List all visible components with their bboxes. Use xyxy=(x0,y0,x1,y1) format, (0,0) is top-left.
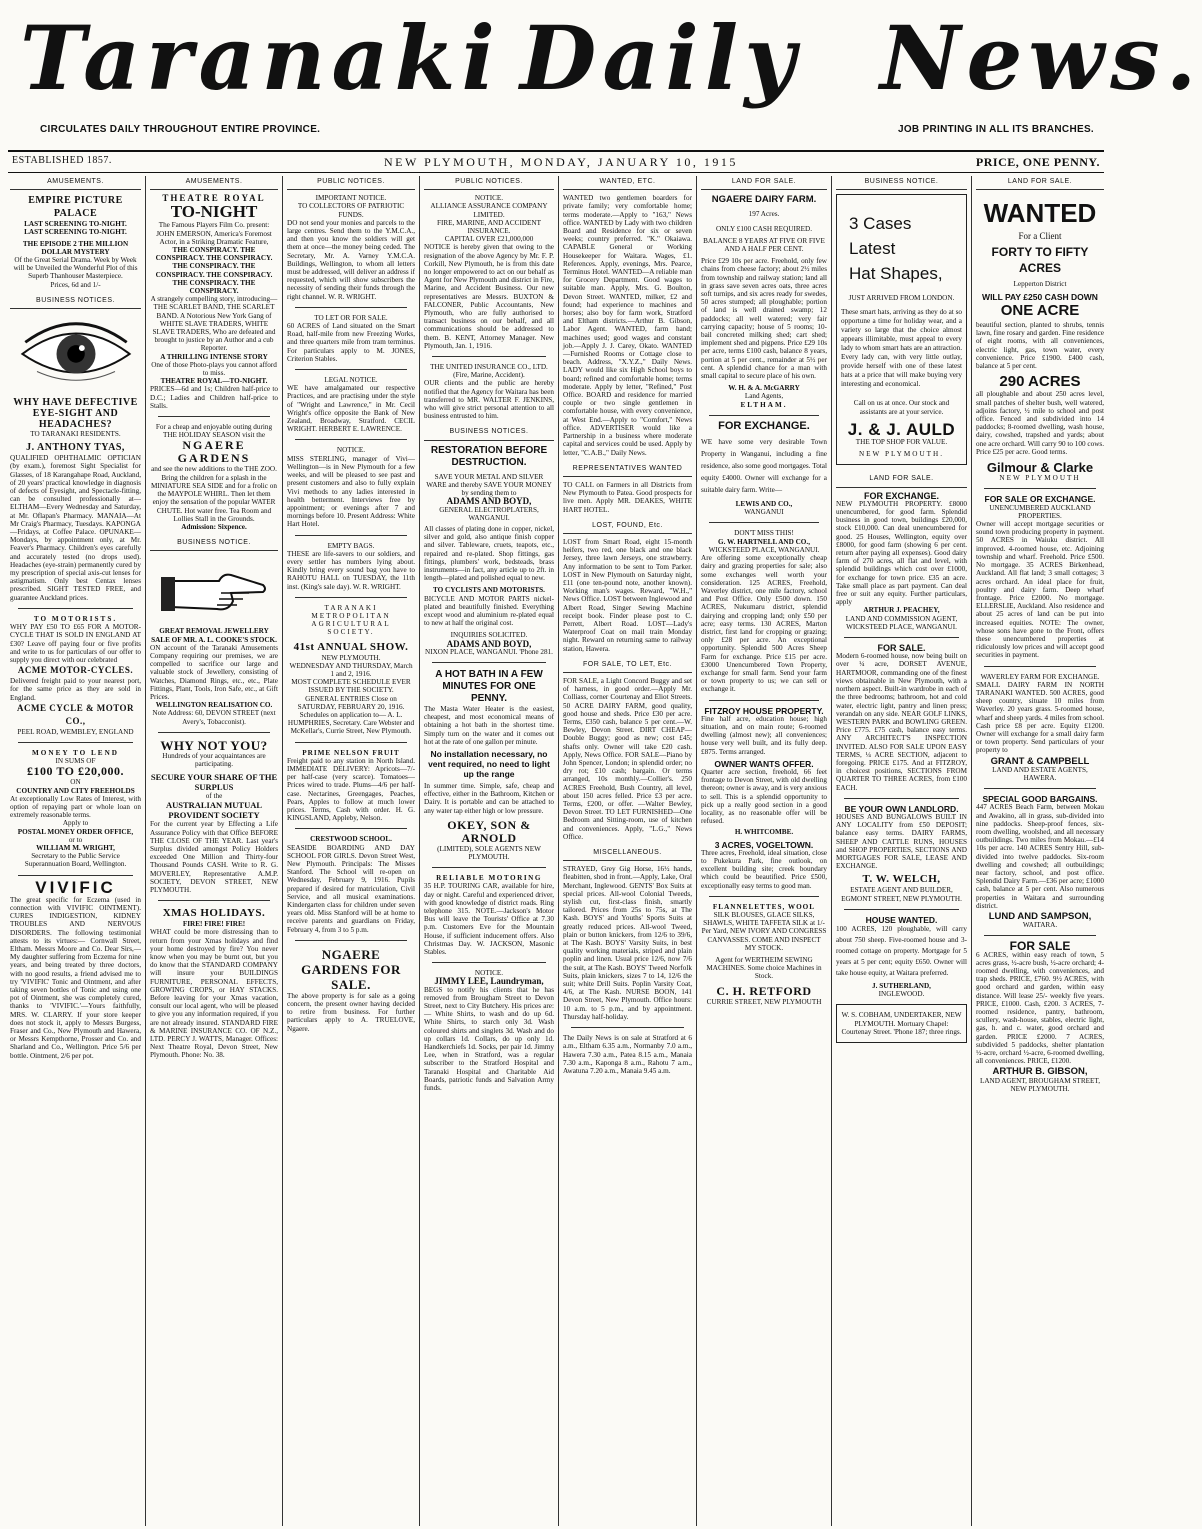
ad-text: WHAT could be more distressing than to return from your Xmas holidays and find your home destroyed by fire? You never know when you may be burnt out, but you do know that the STANDARD COMPANY will insure your BUILDINGS FURNITURE, PERSONAL EFFECTS, GROWING CROPS, or HAY STACKS. Before leaving for your Xmas vacation, consult our local agent, who will be pleased to give you any information required, if you are not already insured. STANDARD FIRE & MARINE INSURANCE CO. OF N.Z., LTD. PERCY J. WATTS, Manager. Offices: Next Theatre Royal, Devon Street, New Plymouth. Phone: No. 38. xyxy=(150,928,278,1060)
ad-line: THEATRE ROYAL—TO-NIGHT. xyxy=(160,377,268,386)
masthead-tagline: JOB PRINTING IN ALL ITS BRANCHES. xyxy=(897,124,1094,135)
ad-line: WELLINGTON REALISATION CO. xyxy=(155,701,273,710)
divider xyxy=(18,742,133,743)
ad-line: INQUIRIES SOLICITED. xyxy=(450,631,528,640)
ad-heading: 290 ACRES xyxy=(999,373,1081,391)
ad-text: Delivered freight paid to your nearest port, for the same price as they are sold in England. xyxy=(10,677,141,702)
section-heading: FOR SALE, TO LET, Etc. xyxy=(563,659,692,673)
divider xyxy=(18,608,133,609)
divider xyxy=(984,788,1096,789)
divider xyxy=(18,875,133,876)
ad-line: CURRIE STREET, NEW PLYMOUTH xyxy=(706,997,822,1006)
ad-heading-line: 3 Cases xyxy=(849,214,912,234)
ad-heading: FOR SALE OR EXCHANGE. xyxy=(984,494,1096,505)
divider xyxy=(432,356,546,357)
delivery-notice: The Daily News is on sale at Stratford at 6 a.m., Eltham 6.35 a.m., Normanby 7.0 a.m., Hawera 7.30 a.m., Patea 8.15 a.m., Manaia 7.30 a.m., Kaponga 8 a.m., Rahotu 7 a.m., Awatuna 7.20 a.m., Manaia 9.45 a.m. xyxy=(563,1034,692,1075)
ad-retford-drapery xyxy=(701,903,827,1006)
ad-name: ACME CYCLE & MOTOR CO., xyxy=(16,702,135,726)
ad-heading: FOR SALE xyxy=(1009,939,1071,954)
ad-line: JUST ARRIVED FROM LONDON. xyxy=(848,294,955,303)
ad-line: PEEL ROAD, WEMBLEY, ENGLAND xyxy=(17,727,134,736)
ad-name: ACME MOTOR-CYCLES. xyxy=(17,665,134,676)
ad-amp-society xyxy=(150,739,278,894)
ad-ngaere-dairy-farm xyxy=(701,196,827,409)
masthead-title-word: News. xyxy=(880,6,1202,110)
ad-optician xyxy=(10,313,141,602)
ad-text: SMALL DAIRY FARM IN NORTH TARANAKI WANTED. 500 ACRES, good sheep country, situate 10 miles from Waverley. 20 years grass. 5-roomed house, wharf and sheep yards. 4 miles from school. Cash price £8 per acre. Equity £1200. Owner will exchange for a small dairy farm or town property. Send particulars of your property to xyxy=(976,680,1104,755)
ad-heading: 3 ACRES, VOGELTOWN. xyxy=(714,839,814,850)
ad-dorset-avenue-house xyxy=(836,644,967,792)
issue-date: NEW PLYMOUTH, MONDAY, JANUARY 10, 1915 xyxy=(384,155,738,169)
column-amusements xyxy=(6,176,146,1526)
ad-line: POSTAL MONEY ORDER OFFICE, xyxy=(17,827,134,836)
notice-text: DO not send your monies and parcels to the large centres. Send them to the Y.M.C.A., and then you know the soldiers will get them at once—the money being ceded. The Secretary, Mr. A. Varney Y.M.C.A. Buildings, Wellington, to whom all letters must be addressed, will deliver an address if requested, which will show subscribers the necessity of sending their funds through the right channel. W. R. WRIGHT. xyxy=(287,218,415,301)
ad-text: Prices, 6d and 1/- xyxy=(50,280,101,289)
ad-line: TO TARANAKI RESIDENTS. xyxy=(30,430,121,439)
ad-heading: OWNER WANTS OFFER. xyxy=(714,758,814,769)
ad-text: The Masta Water Heater is the easiest, cheapest, and most economical means of obtaining a hot bath in the shortest time. Simply turn on the water and it comes out hot at the rate of one gallon per minute. xyxy=(424,704,554,746)
ad-ngaere-gardens-sale xyxy=(287,947,415,1033)
ad-name: ARTHUR J. PEACHEY, xyxy=(863,606,940,615)
ad-text: NEW PLYMOUTH PROPERTY. £8000 unencumbered, for good farm. Splendid business in good town, buildings £20,000, stock £10,000. Can deal unencumbered for good. 25 Houses, Wellington, equity over £8000, for good farm (showing 6 per cent. return after paying all expenses). Good dairy farm of 270 acres, all flat and level, with splendid buildings which cost over £1000, for exchange for town price. £35 an acre. Take small place as part payment. Can deal free or suit any equity. Further particulars, apply xyxy=(836,499,967,607)
ad-text: For a cheap and enjoyable outing during THE HOLIDAY SEASON visit the xyxy=(155,423,273,440)
notice-heading: EMPTY BAGS. xyxy=(327,541,375,550)
ad-heading: WANTED xyxy=(983,198,1097,229)
ad-line: ELTHAM. xyxy=(740,400,788,409)
ad-text: All classes of plating done in copper, nickel, silver and gold, also antique finish copper and silver. Tableware, cruets, teapots, etc., repaired and re-plated. Shop fittings, gas fittings, plumbers' work, bedsteads, brass instruments—in fact, any article up to 2ft. in length—plated and polished equal to new. xyxy=(424,524,554,583)
notice-text: THESE are life-savers to our soldiers, and every settler has numbers lying about. Kindly bring every sound bag you have to RAHOTU HALL on TUESDAY, the 11th inst. (King's sale day). W. R. WRIGHT. xyxy=(287,549,415,591)
divider xyxy=(295,369,407,370)
notice-text: OUR clients and the public are hereby notified that the Agency for Waitara has been transferred to MR. WALTER F. JENKINS, who will give strict personal attention to all business entrusted to him. xyxy=(424,379,555,421)
divider xyxy=(295,742,407,743)
ad-text: 100 ACRES, 120 ploughable, will carry about 750 sheep. Five-roomed house and 3-roomed cottage on property. Mortgage for 5 years at 5 per cent; equity £650. Owner will take house equity, at Waitara preferred. xyxy=(836,924,967,977)
established-label: ESTABLISHED 1857. xyxy=(12,155,112,166)
dateline-bar xyxy=(8,150,1104,173)
notice-to-let xyxy=(287,314,415,363)
divider xyxy=(295,597,407,598)
ad-text: These smart hats, arriving as they do at so opportune a time for holiday wear, and a variety so large that the choice almost appears illimitable, must appeal to every lady to whom smart hats are an attraction. Every lady can, with very little outlay, provide herself with one of these latest hats at a price that will make buying very interesting and economical. xyxy=(841,308,962,389)
ad-heading-line: Hat Shapes, xyxy=(849,264,943,284)
notice-heading: NOTICE. xyxy=(474,194,504,203)
notice-vivi xyxy=(287,446,415,528)
ad-line: IN SUMS OF xyxy=(55,757,96,766)
divider xyxy=(709,896,819,897)
divider xyxy=(158,732,270,733)
ad-heading: FLANNELETTES, WOOL xyxy=(712,902,816,911)
divider xyxy=(709,700,819,701)
column-heading: LAND FOR SALE. xyxy=(976,176,1104,190)
ad-name: ADAMS AND BOYD, xyxy=(446,638,532,649)
ad-line: Land Agents, xyxy=(744,392,784,401)
notice-line: WEDNESDAY AND THURSDAY, March 1 and 2, 1916. xyxy=(289,661,413,678)
ad-heading-line: Latest xyxy=(849,239,896,259)
notice-heading: IMPORTANT NOTICE. xyxy=(315,194,387,203)
ad-line: LAND AGENT, BROUGHAM STREET, NEW PLYMOUTH. xyxy=(979,1076,1101,1093)
divider xyxy=(984,488,1096,489)
ad-text: A strangely compelling story, introducing— THE SCARLET BAND, THE SCARLET BAND. A Notorious New York Gang of WHITE SLAVE TRADERS, WHITE SLAVE TRADERS, Who are defeated and brought to justice by an Author and a cub Reporter. xyxy=(150,295,278,353)
ad-heading: XMAS HOLIDAYS. xyxy=(162,907,266,920)
ad-heading: TO CYCLISTS AND MOTORISTS. xyxy=(433,586,545,595)
ad-text: SAVE YOUR METAL AND SILVER WARE and thereby SAVE YOUR MONEY by sending them to xyxy=(426,472,552,498)
ad-heading: NGAERE GARDENS FOR SALE. xyxy=(301,946,401,992)
ad-heading: FORTY TO FIFTY ACRES xyxy=(991,245,1089,276)
ad-line: LAST SCREENING TO-NIGHT. xyxy=(24,228,127,237)
ad-name: H. WHITCOMBE. xyxy=(734,828,794,837)
notice-line: GENERAL ENTRIES Close on SATURDAY, FEBRUARY 20, 1916. xyxy=(297,694,405,711)
divider xyxy=(571,1027,684,1028)
column-business-notice xyxy=(832,176,972,1526)
divider xyxy=(432,867,546,868)
ad-undertaker: W. S. COBHAM, UNDERTAKER, NEW PLYMOUTH. Mortuary Chapel: Courtenay Street. 'Phone 187; three rings. xyxy=(836,1004,967,1043)
columns xyxy=(6,176,1108,1526)
ad-text: and see the new additions to the THE ZOO. Bring the children for a splash in the MINIATURE SEA SIDE and for a frolic on the MAYPOLE WHIRL. Then let them enjoy the sensation of the popular WATER CHUTE. Hot water free. Tea Room and Lollies Stall in the Grounds. xyxy=(151,465,277,523)
ad-line: Lepperton District xyxy=(1013,280,1067,289)
notice-text: MISS STERLING, manager of Vivi—Wellington—is in New Plymouth for a few weeks, and will be pleased to see past and present customers and also to fully explain Vivi methods to any ladies interested in health betterment. Interviews free by appointment; or evenings after 7 and mornings before 10. Present Address: White Hart Hotel. xyxy=(287,454,415,529)
ad-vivific xyxy=(10,877,141,1060)
divider xyxy=(984,666,1096,667)
ad-text: BICYCLE AND MOTOR PARTS nickel-plated and beautifully finished. Everything except wood and aluminium re-plated equal to new at half the original cost. xyxy=(424,594,554,628)
column-amusements-2 xyxy=(146,176,283,1526)
ad-heading: WHY NOT YOU? xyxy=(160,737,268,753)
ad-amount: £100 TO £20,000. xyxy=(27,764,124,779)
ad-line: NEW PLYMOUTH xyxy=(999,474,1081,483)
price-label: PRICE, ONE PENNY. xyxy=(975,155,1100,169)
ad-line: UNENCUMBERED AUCKLAND PROPERTIES. xyxy=(989,503,1091,520)
ad-exchange-wanganui xyxy=(701,419,827,517)
ad-line: A THRILLING INTENSE STORY xyxy=(160,352,268,361)
ad-text: Three acres, Freehold, ideal situation, close to Pukekura Park, fine outlook, on excellent building site; creek boundary which could be beautified. Price £500, exceptionally easy terms to good man. xyxy=(701,848,827,890)
section-heading: REPRESENTATIVES WANTED xyxy=(563,463,692,477)
ad-name: J. SUTHERLAND, xyxy=(872,981,931,990)
notice-text: 60 ACRES of Land situated on the Smart Road, half-mile from new Freezing Works, and three quarters mile from tram terminus. For particulars apply to M. JONES, Criterion Stables. xyxy=(287,322,415,363)
ad-heading: No installation necessary, no vent required, no need to light up the range xyxy=(428,748,550,779)
ad-line: of the xyxy=(205,792,223,801)
ad-text: SILK BLOUSES, GLACE SILKS, SHAWLS, WHITE TAFFETA SILK at 1/- Per Yard, NEW IVORY AND CONGRESS CANVASSES. COME AND INSPECT MY STOCK. xyxy=(701,911,827,952)
notice-heading: TARANAKI METROPOLITAN AGRICULTURAL SOCIETY. xyxy=(311,603,391,637)
column-heading: AMUSEMENTS. xyxy=(150,176,278,190)
ad-heading: CRESTWOOD SCHOOL. xyxy=(310,835,392,844)
divider xyxy=(158,900,270,901)
ad-hartnell xyxy=(701,529,827,693)
ad-heading: FIRE! FIRE! FIRE! xyxy=(182,920,246,929)
notice-heading: THE UNITED INSURANCE CO., LTD. (Fire, Marine, Accident). xyxy=(430,363,548,380)
ad-heading: MONEY TO LEND xyxy=(32,748,119,757)
pointing-hand-illustration xyxy=(159,559,269,619)
ad-text: The great specific for Eczema (used in connection with VIVIFIC OINTMENT). CURES INDIGESTION, KIDNEY TROUBLES AND NERVOUS DISORDERS. The following testimonial attests to its virtues:— Cornwall Street, Eltham. Messrs Moore and Co. Dear Sirs,—My daughter suffering from Eczema for nine years, and being treated by three doctors, with no good results, a friend advised me to try 'VIVIFIC' Tonic and Ointment, and after taking seven bottles of Tonic and using one pot of Ointment, she was completely cured, thanks to 'VIVIFIC.'—Yours faithfully, MRS. W. CLARRY. If your store keeper does not stock it, apply to Messrs Burgess, Fraser and Co., New Plymouth and Hawera, or Messrs Kempthorne, Prosser and Co. and Sharland and Co., Wellington. Price 5/6 per bottle. Ointment, 2/6 per pot. xyxy=(10,895,141,1060)
ad-crestwood-school xyxy=(287,835,415,933)
notice-text: NOTICE is hereby given that owing to the resignation of the above Agency by Mr. F. P. Corkill, New Plymouth, he is from this date no longer empowered to act on our behalf as Agent for New Plymouth and district in Fire, Marine, and Accident Business. Our new representatives are Messrs. BUXTON & FALCONER, Public Accountants, New Plymouth, who are fully authorised to transact business on our behalf, and all communications should be addressed to them. B. KENT, Attorney Manager. New Plymouth, Jan. 1, 1916. xyxy=(424,243,554,350)
ad-text: 35 H.P. TOURING CAR, available for hire, day or night. Careful and experienced driver, with good knowledge of district roads. Ring telephone 315. NOTE.—Jackson's Motor Bus will leave the Tourists' Office at 7.30 p.m. Customers Eve for the Mountain House, if sufficient inducement offers. Also Christmas Day. W. JACKSON, Masonic Stables. xyxy=(424,882,554,957)
ad-name: J. ANTHONY TYAS, xyxy=(26,442,125,454)
ad-line: COUNTRY AND CITY FREEHOLDS xyxy=(16,786,135,795)
divider xyxy=(709,415,819,416)
ad-text: all ploughable and about 250 acres level, small patches of shelter bush, well watered, adjoins factory, ½ mile to school and post office. Fenced and subdivided into 14 paddocks; 8-roomed dwelling, wash house, dairy, cowshed, trapshed and yards; about one acre orchard. Will carry 90 to 100 cows. Price £25 per acre. Good terms. xyxy=(976,390,1104,456)
ad-line: NEW PLYMOUTH. xyxy=(858,450,945,459)
section-heading: BUSINESS NOTICES. xyxy=(10,295,141,309)
ad-motorists xyxy=(10,615,141,736)
column-heading: WANTED, ETC. xyxy=(563,176,692,190)
ad-auckland-properties xyxy=(976,495,1104,659)
divider xyxy=(984,935,1096,936)
ad-line: LAND AND ESTATE AGENTS, HAWERA. xyxy=(992,765,1088,782)
ad-heading: NGAERE DAIRY FARM. xyxy=(711,194,817,206)
ad-text: The above property is for sale as a going concern, the present owner having decided to retire from business. For further particulars apply to A. TRUELOVE, Ngaere. xyxy=(287,991,415,1033)
ad-text: The Famous Players Film Co. present: JOHN EMERSON, America's Foremost Actor, in a Striking Dramatic Feature, xyxy=(156,221,272,246)
classifieds-for-sale: FOR SALE, a Light Concord Buggy and set of harness, in good order.—Apply Mr. Colliass, corner Courtenay and Eliot Streets. 50 ACRE DAIRY FARM, good quality, good house and sheds. Price £30 per acre. Terms, £350 cash, balance 5 per cent.—W. Bewley, Devon Street. DIRT CHEAP—Double Buggy; good as new; cost £45; shafts only. Owner will take £20 cash. Apply, News Office. FOR SALE—Piano by John Spencer, London; in splendid order; no dry rot; £10 cash; bargain. Or terms arranged, 10s monthly.—Collier's. 250 ACRES Freehold, Bush Country, all level, about 150 acres felled. Price £3 per acre. Terms, £200, or offer. —Walter Bewley, Devon Street. TO LET FURNISHED—One Bedroom and Sitting-room, use of kitchen and conveniences. Apply, "L.G.," News Office. xyxy=(563,676,692,841)
ad-name: W. H. & A. McGARRY xyxy=(728,384,800,393)
ad-lepperton-wanted xyxy=(976,198,1104,482)
ad-heading: HOUSE WANTED. xyxy=(865,914,938,925)
eye-illustration xyxy=(17,313,135,391)
ad-reliable-motoring xyxy=(424,874,554,956)
ad-empire-picture-palace xyxy=(10,194,141,289)
ad-heading: FOR EXCHANGE. xyxy=(863,490,939,501)
divider xyxy=(709,522,819,523)
ad-text: One of those Photo-plays you cannot afford to miss. xyxy=(151,360,277,378)
ad-name: ADAMS AND BOYD, xyxy=(446,496,532,507)
ad-text: WE have some very desirable Town Property in Wanganui, including a fine residence, also some good mortgages. Total equity £4000. Owner will exchange for a suitable dairy farm. Write— xyxy=(701,438,827,495)
ad-line: 197 Acres. xyxy=(748,210,780,219)
ad-name: Gilmour & Clarke xyxy=(986,460,1094,476)
section-heading: LOST, FOUND, Etc. xyxy=(563,520,692,534)
ad-heading: TO MOTORISTS. xyxy=(33,614,118,623)
ad-name: C. H. RETFORD xyxy=(716,983,812,998)
ad-text: Of the Great Serial Drama. Week by Week will be Unveiled the Wonderful Plot of this Superb Thanhouser Masterpiece. xyxy=(13,256,138,281)
ad-text: At exceptionally Low Rates of Interest, with option of repaying part or whole loan on extremely reasonable terms. xyxy=(10,794,141,820)
divider xyxy=(844,637,959,638)
ad-text: Agent for WERTHEIM SEWING MACHINES. Some choice Machines in Stock. xyxy=(706,956,822,981)
ad-text: THE CONSPIRACY. THE CONSPIRACY. THE CONSPIRACY. THE CONSPIRACY. THE CONSPIRACY. THE CONSPIRACY. THE CONSPIRACY. THE CONSPIRACY. xyxy=(155,246,273,296)
divider xyxy=(844,798,959,799)
ad-text: Hundreds of your acquaintances are participating. xyxy=(162,751,266,768)
divider xyxy=(844,909,959,910)
ad-heading: A HOT BATH IN A FEW MINUTES FOR ONE PENNY. xyxy=(435,668,543,704)
notice-text: WE have amalgamated our respective Practices, and are practising under the style of "Wright and Lawrence," in Mr. Cecil Wright's office opposite the Bank of New Zealand, Broadway, Stratford. CECIL WRIGHT. HERBERT E. LAWRENCE. xyxy=(287,384,415,434)
ad-heading: SPECIAL GOOD BARGAINS. xyxy=(982,794,1098,805)
ad-waverley-farm xyxy=(976,673,1104,783)
notice-heading: 41st ANNUAL SHOW. xyxy=(293,640,409,653)
classifieds-miscellaneous: STRAYED, Grey Gig Horse, 16½ hands, fleabitten, shod in front.—Apply, Lake, Oral Merchant, Inglewood. GENTS' Box Suits at special prices. All-wool Colonial Tweeds, stylish cut, first-class finish, smartly tailored. Prices from 25s to 75s, at The Kash. BOYS' and Youths' Sports Suits at greatly reduced prices. All-wool Tweed, plain or button knickers, from 12/6 to 39/6, at The Kash. BOYS' Varsity Suits, in best quality working materials, striped and plain poplin and linen. Usual price 12/6, now 7/6 the suit, at The Kash. BOYS' Tweed Norfolk Suits, plain knickers, sizes 7 to 14, 12/6 the suit; white Drill Suits. Poplin Varsity Coat, 4/6, at The Kash. NURSE BOON, 141 Devon Street, New Plymouth. Office hours: 10 a.m. to 5 p.m., and by appointment. Thursday half-holiday. xyxy=(563,865,692,1021)
ad-heading xyxy=(849,211,962,286)
ad-heading: NOTICE. xyxy=(474,969,504,978)
ad-text: Note Address: 60, DEVON STREET (next Avery's, Tobacconist). xyxy=(152,709,276,726)
ad-name: ARTHUR B. GIBSON, xyxy=(992,1066,1088,1078)
ad-heading: WAVERLEY FARM FOR EXCHANGE. xyxy=(980,672,1100,681)
ad-laundryman xyxy=(424,969,554,1092)
ad-ngaere-gardens xyxy=(150,423,278,531)
ad-text: Freight paid to any station in North Island. IMMEDIATE DELIVERY: Apricots—7/- per half-case (very scarce). Tomatoes—Prices wired to trade. Plums—4/6 per half-case. Nectarines, Greengages, Peaches, Pears, Apples to follow at much lower prices. Terms, Cash with order. H. G. KINGSLAND, Appleby, Nelson. xyxy=(287,756,415,823)
column-land-for-sale xyxy=(697,176,832,1526)
ad-name: T. W. WELCH, xyxy=(862,873,941,886)
ad-heading: THEATRE ROYAL xyxy=(162,193,266,204)
ad-line: BALANCE 8 YEARS AT FIVE OR FIVE AND A HALF PER CENT. xyxy=(703,236,825,254)
ad-special-bargains xyxy=(976,795,1104,929)
column-heading: PUBLIC NOTICES. xyxy=(424,176,554,190)
column-land-for-sale-2 xyxy=(972,176,1108,1526)
ad-heading: VIVIFIC xyxy=(35,877,116,897)
ad-text: WHY PAY £50 TO £65 FOR A MOTOR-CYCLE THAT IS SOLD IN ENGLAND AT £30? Leave off paying four or five profits and write to us for particulars of our offer to supply you direct with our celebrated xyxy=(10,623,141,664)
ad-line: LAST SCREENING TO-NIGHT. xyxy=(24,220,127,229)
ad-heading: ONE ACRE xyxy=(1000,301,1080,319)
ad-text: Are offering some exceptionally cheap dairy and grazing properties for sale; also some exchanges well worth your consideration. 125 ACRES, Freehold, Waverley district, one mile factory, school and Post Office. Only £500 down. 150 ACRES, Nukumaru district, splendid dairying and cropping land; only £50 per acre; easy terms. 130 ACRES, Marton district, first land for cropping or grazing; only £28 per acre. An exceptional opportunity. Splendid 500 Acres Sheep Farm for exchange. Price £15 per acre. £3000 Unencumbered Town Property, exchange for small farm. Send your farm or town property to us; we can sell or exchange it. xyxy=(701,554,827,694)
notice-subheading: FIRE, MARINE, AND ACCIDENT INSURANCE. xyxy=(436,218,542,236)
divider xyxy=(295,940,407,941)
column-public-notices xyxy=(283,176,420,1526)
ad-house-wanted xyxy=(836,916,967,999)
ad-name: JIMMY LEE, Laundryman, xyxy=(434,976,544,987)
ad-heading: SECURE YOUR SHARE OF THE SURPLUS xyxy=(150,772,278,793)
divider xyxy=(295,439,407,440)
ad-name: GRANT & CAMPBELL xyxy=(990,755,1090,767)
notice-patriotic-funds xyxy=(287,194,415,301)
notice-line: NEW PLYMOUTH. xyxy=(321,653,381,662)
section-heading: BUSINESS NOTICES. xyxy=(424,426,554,440)
ad-heading: BE YOUR OWN LANDLORD. xyxy=(844,803,959,814)
ad-text: In summer time. Simple, safe, cheap and effective, either in the Bathroom, Kitchen or Dairy. It is portable and can be attached to any water tap either high or low pressure. xyxy=(424,781,554,815)
ad-line: ONLY £100 CASH REQUIRED. xyxy=(715,224,813,233)
ad-heading: DON'T MISS THIS! xyxy=(734,529,794,538)
notice-empty-bags xyxy=(287,542,415,591)
ad-line: WILL PAY £250 CASH DOWN xyxy=(982,291,1098,302)
column-heading: LAND FOR SALE. xyxy=(701,176,827,190)
ad-money-to-lend xyxy=(10,749,141,869)
ad-line: THE EPISODE 2 THE MILLION DOLLAR MYSTERY xyxy=(22,239,129,256)
ad-text: 6 ACRES, within easy reach of town, 5 acres grass, ½-acre bush, ½-acre orchard; 4-roomed dwelling, with conveniences, and trap sheds. PRICE, £760. 9½ ACRES, with good orchard and garden, within easy distance. Will lease 25/- weekly five years. PRICE, £1000. Cash, £200. 3 ACRES, 7-roomed residence, pantry, bathroom, scullery, wash-house, stables, electric light, gas, h. and c. water, good orchard and garden. PRICE £2000. 7 ACRES, subdivided 5 paddocks, shelter plantation ½-acre, orchard ½-acre, 6-roomed dwelling, all conveniences. PRICE, £1200. xyxy=(976,950,1104,1066)
ad-standard-insurance xyxy=(150,907,278,1059)
ad-peachey-exchange xyxy=(836,492,967,631)
ad-jewellery-sale xyxy=(150,559,278,725)
notice-legal xyxy=(287,376,415,433)
ad-line: LAND AND COMMISSION AGENT, WICKSTEED PLACE, WANGANUI. xyxy=(845,614,958,631)
section-heading: LAND FOR SALE. xyxy=(836,473,967,487)
ad-line: ON xyxy=(70,778,81,787)
ad-text: Fine half acre, education house; high situation, and on main route; 6-roomed dwelling (almost new); all conveniences; house very well built, and its fully deep. £875. Terms arranged. xyxy=(701,714,827,756)
ad-adams-and-boyd xyxy=(424,445,554,656)
ad-heading: GREAT REMOVAL JEWELLERY SALE OF MR. A. L. COOKE'S STOCK. xyxy=(151,627,277,644)
ad-heading: AUSTRALIAN MUTUAL PROVIDENT SOCIETY xyxy=(165,800,263,821)
notice-line: MOST COMPLETE SCHEDULE EVER ISSUED BY THE SOCIETY. xyxy=(291,678,411,695)
ad-line: For a Client xyxy=(1018,231,1062,242)
ad-heading: NGAERE GARDENS xyxy=(177,438,251,466)
ad-text: Price £29 10s per acre. Freehold, only few chains from cheese factory; about 2½ miles from township and railway station; land all in grass save seven acres oats, three acres soft turnips, and six acres ready for swedes, 50 acres stumped; all ploughable; portion of land is well drained swamp; 12 paddocks; all well watered; very fair carrying capacity; house of 5 rooms; 10-bail concreted milking shed; cart shed; implement shed and pigpens. Price £29 10s per acre, terms £100 cash, balance 8 years, portion at 5 per cent., remainder at 5½ per cent. A splendid chance for a man with small capital to secure place of his own. xyxy=(701,257,827,381)
ad-welch xyxy=(836,805,967,903)
ad-line: THE TOP SHOP FOR VALUE. xyxy=(855,438,948,447)
ad-text: BEGS to notify his clients that he has removed from Brougham Street to Devon Street, next to City Butchery. His prices are:— White Shirts, to wash and do up 6d. White Shirts, to starch only 3d. Wash coloured shirts and singlets 3d. Wash and do up collars 1d. Collars, do up only 1d. Handkerchiefs 1d. Socks, per pair 1d. Jimmy Lee, when in Stratford, was a regular subscriber to the Stratford Hospital and Taranaki Hospital and Charitable Aid Boards, patriotic funds and Salvation Army funds. xyxy=(424,985,554,1093)
ad-line: WICKSTEED PLACE, WANGANUI. xyxy=(708,545,820,554)
notice-subheading: TO COLLECTORS OF PATRIOTIC FUNDS. xyxy=(297,202,405,219)
ad-line: ESTATE AGENT AND BUILDER, EGMONT STREET, NEW PLYMOUTH. xyxy=(841,886,962,903)
ad-line: or to xyxy=(68,835,83,844)
ad-line: INGLEWOOD. xyxy=(878,990,925,999)
masthead-tagline: CIRCULATES DAILY THROUGHOUT ENTIRE PROVINCE. xyxy=(40,124,321,135)
ad-line: WANGANUI xyxy=(744,508,784,517)
divider xyxy=(158,416,270,417)
column-heading: PUBLIC NOTICES. xyxy=(287,176,415,190)
ad-fitzroy-property xyxy=(701,707,827,890)
ad-theatre-royal xyxy=(150,194,278,410)
divider xyxy=(295,307,407,308)
masthead xyxy=(0,0,1202,150)
ad-name: G. W. HARTNELL AND CO., xyxy=(717,537,810,546)
classifieds-lost-found: LOST from Smart Road, eight 15-month heifers, two red, one black and one black Jersey, three lawn Jerseys, one strawberry. Any information to be sent to Tom Parker. LOST in New Plymouth on Saturday night, £11 (one ten-pound note, another known). Working man's wages. Reward, "W.H.," News Office. LOST between Inglewood and Albert Road, Singer Sewing Machine receipt book. Finder please post to C. Perrett, Albert Road. LOST—Lady's Waterproof Coat on mail train Monday night. Reward on returning same to railway station, Hawera. xyxy=(563,537,692,653)
ad-name: LEWIS AND CO., xyxy=(735,500,793,509)
ad-text: Quarter acre section, freehold, 66 feet frontage to Devon Street, with old dwelling thereon; owner is away, and is very anxious to sell. This is a splendid opportunity to pick up a really good section in a good locality, as no reasonable offer will be refused. xyxy=(701,767,827,826)
ad-heading: FOR SALE. xyxy=(877,643,926,654)
ad-text: Modern 6-roomed house, now being built on over ¼ acre, DORSET AVENUE, HARTMOOR, commanding one of the finest views obtainable in New Plymouth, with a northern aspect. Built-in wardrobe in each of the three bedrooms; bathroom, hot and cold water, electric light, pantry and linen press; verandah on any side. NEAR GOLF LINKS, WESTERN PARK and BOWLING GREEN. Price £775. £75 cash, balance easy terms. ANY ARCHITECT'S INSPECTION INVITED. ALSO FOR SALE UPON EASY TERMS, ¼ ACRE SECTION, adjacent to foregoing. PRICE £175. And at FITZROY, in choicest positions, SECTIONS FROM QUARTER TO THREE ACRES, from £100 EACH. xyxy=(836,652,967,792)
notice-heading: LEGAL NOTICE. xyxy=(324,376,378,385)
ad-water-heater xyxy=(424,669,554,861)
ad-line: Admission: Sixpence. xyxy=(181,522,247,531)
ad-line: NIXON PLACE, WANGANUI. 'Phone 281. xyxy=(425,647,553,656)
ad-text: 447 ACRES Beach Farm, between Mokau and Awakino, all in grass, sub-divided into nine paddocks. Sheep-proof fences, six-room dwelling, woolshed, and all necessary outbuildings. Two miles from Mokau.—£14 10s per acre. 140 ACRES Sentry Hill, sub-divided into twelve paddocks. Six-room dwelling and cowshed; all outbuildings; near factory, school, and post office. Splendid Dairy Farm.—£36 per acre; £1000 cash, balance at 5 per cent. Also numerous properties in Waitara and surrounding district. xyxy=(976,803,1104,910)
ad-text: Call on us at once. Our stock and assistants are at your service. xyxy=(853,399,950,416)
ad-line: WAITARA. xyxy=(1022,921,1058,930)
divider xyxy=(295,535,407,536)
ad-line: Apply to xyxy=(62,819,89,828)
divider xyxy=(432,962,546,963)
ad-heading: RELIABLE MOTORING xyxy=(436,874,542,883)
ad-text: beautiful section, planted to shrubs, tennis lawn, fine rosary and garden. Fine residence of eight rooms, with all conveniences, electric light, gas, town water, every convenience. Price £1900. £400 cash, balance at 5 per cent. xyxy=(976,321,1104,371)
ad-heading: EMPIRE PICTURE PALACE xyxy=(28,195,123,220)
ad-line: (LIMITED), SOLE AGENTS NEW PLYMOUTH. xyxy=(437,844,541,861)
ad-text: ON account of the Taranaki Amusements Company requiring our premises, we are compelled to sacrifice our large and valuable stock of Jewellery, consisting of Watches, Diamond Rings, etc., etc., Plate Fittings, Plant, Tools, Iron Safe, etc., at Gift Prices. xyxy=(150,643,278,701)
column-public-notices-2 xyxy=(420,176,559,1526)
ad-text: PRICES—6d and 1s; Children half-price to D.C.; Ladies and Children half-price to Stalls. xyxy=(150,385,278,410)
notice-heading: TO LET OR FOR SALE. xyxy=(314,313,388,322)
ad-name: J. & J. AULD xyxy=(847,419,956,439)
section-heading: MISCELLANEOUS. xyxy=(563,847,692,861)
notice-heading: NOTICE. xyxy=(336,446,366,455)
ad-text: QUALIFIED OPHTHALMIC OPTICIAN (by exam.), foremost Sight Specialist for Glasses, of 18 Karangahape Road, Auckland, of 20 years' practical knowledge in diagnosis of defects of Eyesight, and Spectacle-fitting, can be consulted professionally at— ELTHAM—Every Wednesday and Saturday, at Mr. Oflapan's Pharmacy. MANAIA—At Mr Craig's Pharmacy, Tuesdays. KAPONGA—Fridays, at Coffee Palace. OPUNAKE—Mondays, by appointment only, at Mr. Feaver's Pharmacy. Children's eyes carefully and accurately tested (no drops used). Headaches (eye-strain) permanently cured by my prescription of special axis-cut lenses for astigmatism. Only best Centax lenses prescribed. SIGHT TESTED FREE, and guarantee Auckland prices. xyxy=(10,454,141,602)
ad-text: Owner will accept mortgage securities or sound town producing property in payment. 50 ACRES in Waiuku district. All improved. 4-roomed house, etc. Adjoining township and wharf. Freehold. Price £500. No mortgage. 35 ACRES Birkenhead, Auckland. All flat land; 3 small cottages; 3 acres orchard. An ideal place for fruit, poultry and dairy farm. Deep wharf frontage. Price £2000. No mortgage. ELLERSLIE, Auckland. Also residence and about 25 acres of land can be put into increased equities. NOTE: The owner, whose sons have gone to the Front, offers these unencumbered properties at ridiculously low prices and will accept good securities in payment. xyxy=(976,520,1104,660)
ad-hat-shapes xyxy=(836,194,967,465)
ad-heading: PRIME NELSON FRUIT xyxy=(302,748,400,757)
divider xyxy=(432,662,546,663)
ad-heading: TO-NIGHT xyxy=(170,202,258,222)
notice-subheading: ALLIANCE ASSURANCE COMPANY LIMITED. xyxy=(430,202,548,219)
ad-text: HOUSES AND BUNGALOWS BUILT IN ANY LOCALITY from £50 DEPOSIT; balance easy terms. DAIRY FARMS, SHEEP AND CATTLE RUNS, HOUSES and SHOP PROPERTIES, SECTIONS AND MORTGAGES FOR SALE, LEASE AND EXCHANGE. xyxy=(836,812,967,871)
ad-name: OKEY, SON & ARNOLD xyxy=(447,817,531,845)
ad-gibson-for-sale xyxy=(976,939,1104,1093)
notice-alliance-assurance xyxy=(424,194,554,350)
ad-text: For the current year by Effecting a Life Assurance Policy with that Office BEFORE THE CLOSE OF THE YEAR. Last year's Surplus divided amongst Policy Holders exceeded One Million and Thirty-four Thousand Pounds CASH. Write to R. G. MOVERLEY, Representative A.M.P. SOCIETY, DEVON STREET, NEW PLYMOUTH. xyxy=(150,820,278,894)
column-wanted xyxy=(559,176,697,1526)
ad-heading: FITZROY HOUSE PROPERTY. xyxy=(704,705,824,716)
classified-representatives: TO CALL on Farmers in all Districts from New Plymouth to Patea. Good prospects for live men. Apply MR. DEAKES, WHITE HART HOTEL. xyxy=(563,480,692,514)
ad-heading: RESTORATION BEFORE DESTRUCTION. xyxy=(430,444,548,468)
notice-united-insurance xyxy=(424,363,554,420)
ad-name: LUND AND SAMPSON, xyxy=(988,911,1092,923)
masthead-title-word: Daily xyxy=(520,6,802,110)
ad-heading: WHY HAVE DEFECTIVE EYE-SIGHT AND HEADACHES? xyxy=(13,397,138,431)
section-heading: BUSINESS NOTICE. xyxy=(150,537,278,551)
column-heading: AMUSEMENTS. xyxy=(10,176,141,190)
ad-heading: FOR EXCHANGE. xyxy=(718,419,810,432)
masthead-title-word: Taranaki xyxy=(20,6,501,110)
divider xyxy=(295,828,407,829)
notice-line: CAPITAL OVER £21,000,000 xyxy=(444,235,534,244)
ad-text: SEASIDE BOARDING AND DAY SCHOOL FOR GIRLS. Devon Street West, New Plymouth. Principals: The Misses Stanford. The School will re-open on Wednesday, February 9, 1916. Pupils prepared if desired for matriculation, Civil Service, and all musical examinations. Kindergarten class for children under seven years old. Miss Stanford will be at home to receive parents and guardians on Friday, February 4, from 3 to 5 p.m. xyxy=(287,843,415,934)
column-heading: BUSINESS NOTICE. xyxy=(836,176,967,190)
ad-line: WILLIAM M. WRIGHT, xyxy=(36,843,115,852)
classifieds-wanted: WANTED two gentlemen boarders for private family; very comfortable home; terms moderate.—Apply to "163," News office. WANTED by Lady with two children Board and Residence for six or seven weeks; country preferred. "K." Okaiawa. CAPABLE General or Working Housekeeper for Waitara. Wages, £1. References. Apply, evenings, Mrs. Pearce, Terminus Hotel. WANTED—A reliable man for Grocery Department. Good wages to suitable man. Apply, Mrs. G. Boulton, Devon Street. WANTED, milker, £2 and found; had experience to machines and horses; also boy for farm work, Stratford and Eltham districts.—Arthur B. Gibson, Labor Agent. WANTED, farm hand; machines used; good wages and constant job.—Apply J. J. Carey, Okato. WANTED—Furnished Rooms or Cottage close to beach. Address, "X.Y.Z.," Daily News. LADY would like six High School boys to board; refined and comfortable home; terms moderate. Apply by letter, "Refined," Post Office. BOARD and residence for married couple or two single gentlemen in comfortable house, with every convenience, at West End.—Apply to "Comfort," News office. ADVERTISER would like a Partnership in a business where moderate capital and services could be used. Apply by letter, "C.A.B.," Daily News. xyxy=(563,194,692,457)
ad-nelson-fruit xyxy=(287,749,415,823)
ad-line: Secretary to the Public Service Superannuation Board, Wellington. xyxy=(24,852,127,869)
ad-line: GENERAL ELECTROPLATERS, WANGANUI. xyxy=(439,505,539,522)
notice-text: Schedules on application to— A. L. HUMPHRIES, Secretary. Care Webster and McKellar's, Currie Street, New Plymouth. xyxy=(287,710,415,736)
notice-annual-show xyxy=(287,604,415,736)
